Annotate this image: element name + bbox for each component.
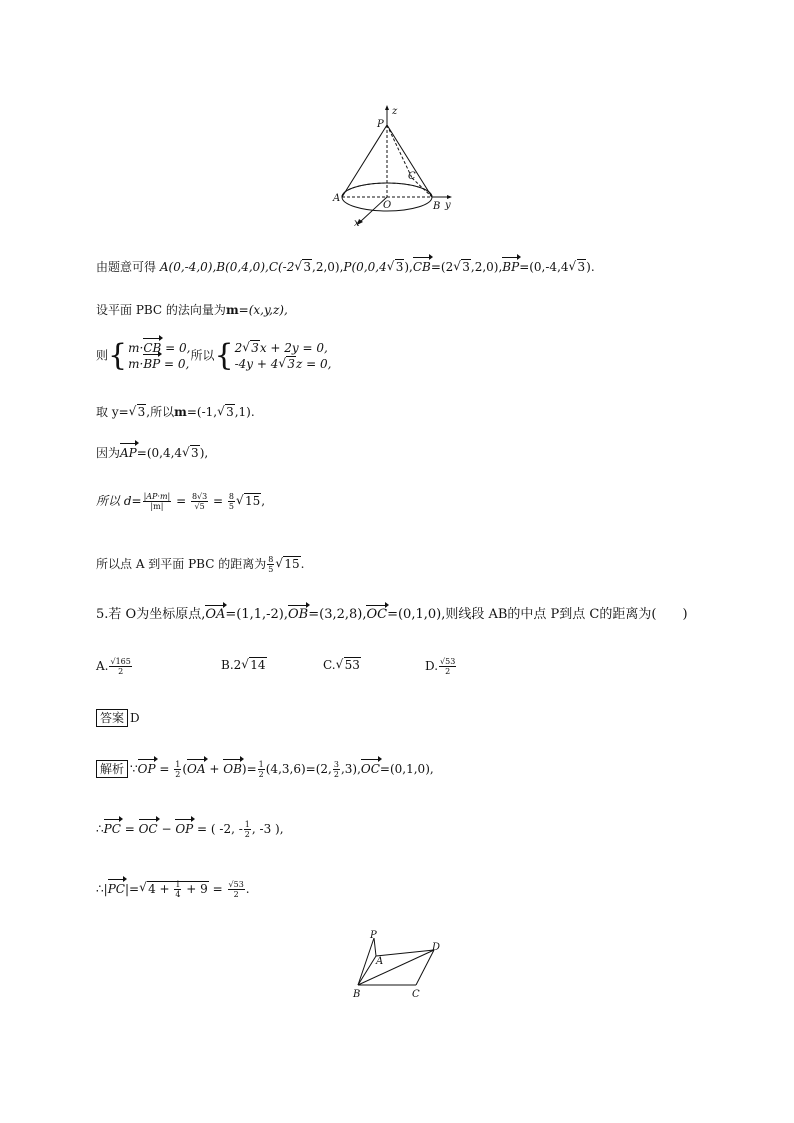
distance-formula-line: 所以 d= $\frac{|AP\cdot m|}{|m|}$ = $\frac{8√3}{√5}$ = $\frac{8}{5}$ √ 15, [96,492,265,511]
label-c: C [412,989,420,1000]
point-b: B(0,4,0), [216,260,269,274]
left-brace: { [214,338,234,373]
answer-value: D [130,711,140,725]
system-right: 2√ 3x + 2y = 0, -4y + 4√ 3z = 0, [235,340,332,372]
question-5-stem: 5.若 O为坐标原点,OA=(1,1,-2),OB=(3,2,8),OC=(0,1,0),则线段 AB的中点 P到点 C的距离为( ) [96,607,688,622]
edge-ad [376,950,434,956]
analysis-tag: 解析 [96,760,128,778]
coordinates-line: 由题意可得 A(0,-4,0),B(0,4,0),C(-2√ 3,2,0),P(0,0,4√ 3),CB=(2√ 3,2,0),BP=(0,-4,4√ 3). [96,259,595,275]
text: =(x,y,z), [238,303,288,317]
cone-edge-pa [342,125,387,197]
text: 则 [96,348,109,363]
label-p: P [370,930,377,941]
solution-step-3: ∴|PC|=√ 4 + $\frac{1}{4}$ + 9 = $\frac{√53}{2}$ . [96,880,250,899]
normal-vector-line [96,302,288,318]
label-a: A [333,193,341,204]
edge-pb [358,938,374,985]
vector-oa: OA [205,607,226,622]
label-o: O [383,200,392,211]
label-b: B [353,989,361,1000]
vector-ob: OB [288,607,309,622]
text: 所以 [190,348,215,363]
choose-y-line: 取 y=√ 3,所以m=(-1,√ 3,1). [96,404,255,420]
left-brace: { [108,338,128,373]
option-a: A. $\frac{√165}{2}$ [96,657,131,676]
text: 由题意可得 [96,260,157,274]
point-a: A(0,-4,0), [159,260,217,274]
point-p: P(0,0,4 [343,260,387,274]
label-z: z [392,106,398,117]
label-a: A [376,956,384,967]
text: 设平面 PBC 的法向量为 [96,303,226,317]
solution-step-1: 解析 ∵OP = $\frac{1}{2}$ (OA + OB)= $\frac{1}{2}$ (4,3,6)=(2, $\frac{3}{2}$ ,3),OC=(0,1,0), [96,760,434,779]
label-b: B [433,201,441,212]
cone-figure [330,100,460,230]
vector-ap-line: 因为AP=(0,4,4√ 3), [96,445,208,461]
answer-line [96,709,140,727]
parallelogram-figure [348,928,448,1000]
vector-oc: OC [366,607,388,622]
sqrt: √ 3 [453,259,471,275]
conclusion-line: 所以点 A 到平面 PBC 的距离为 $\frac{8}{5}$ √ 15. [96,555,304,574]
text: 所以点 A 到平面 PBC 的距离为 [96,557,267,571]
system-left: m·CB = 0, m·BP = 0, [128,341,191,371]
option-b: B.2√ 14 [221,657,267,673]
equation-system-line [96,340,331,372]
label-x: x [354,218,360,229]
fraction: $\frac{8}{5}$ [228,492,234,511]
vector-ap: AP [120,446,137,460]
label-y: y [445,200,451,211]
text: 所以 d= [96,494,142,508]
fraction: $\frac{8}{5}$ [268,555,274,574]
cone-edge-pb [387,125,432,197]
edge-cd [416,950,434,985]
vector-m: m [225,303,239,317]
point-c: C(-2 [268,260,295,274]
text: 因为 [96,446,121,460]
vector-cb: CB [412,260,431,274]
label-c: C [408,171,416,182]
solution-step-2: ∴PC = OC − OP = ( -2, - $\frac{1}{2}$ , -3 ), [96,820,284,839]
fraction: $\frac{8√3}{√5}$ [191,492,208,511]
label-p: P [377,119,384,130]
vector-bp: BP [502,260,520,274]
option-c: C.√ 53 [323,657,361,673]
fraction: $\frac{|AP\cdot m|}{|m|}$ [143,492,171,511]
option-d: D. $\frac{√53}{2}$ [425,657,456,676]
sqrt: √ 3 [569,259,587,275]
sqrt: √ 3 [294,259,312,275]
text: 取 y= [96,405,129,419]
answer-tag: 答案 [96,709,128,727]
label-d: D [432,942,441,953]
sqrt: √ 3 [387,259,405,275]
